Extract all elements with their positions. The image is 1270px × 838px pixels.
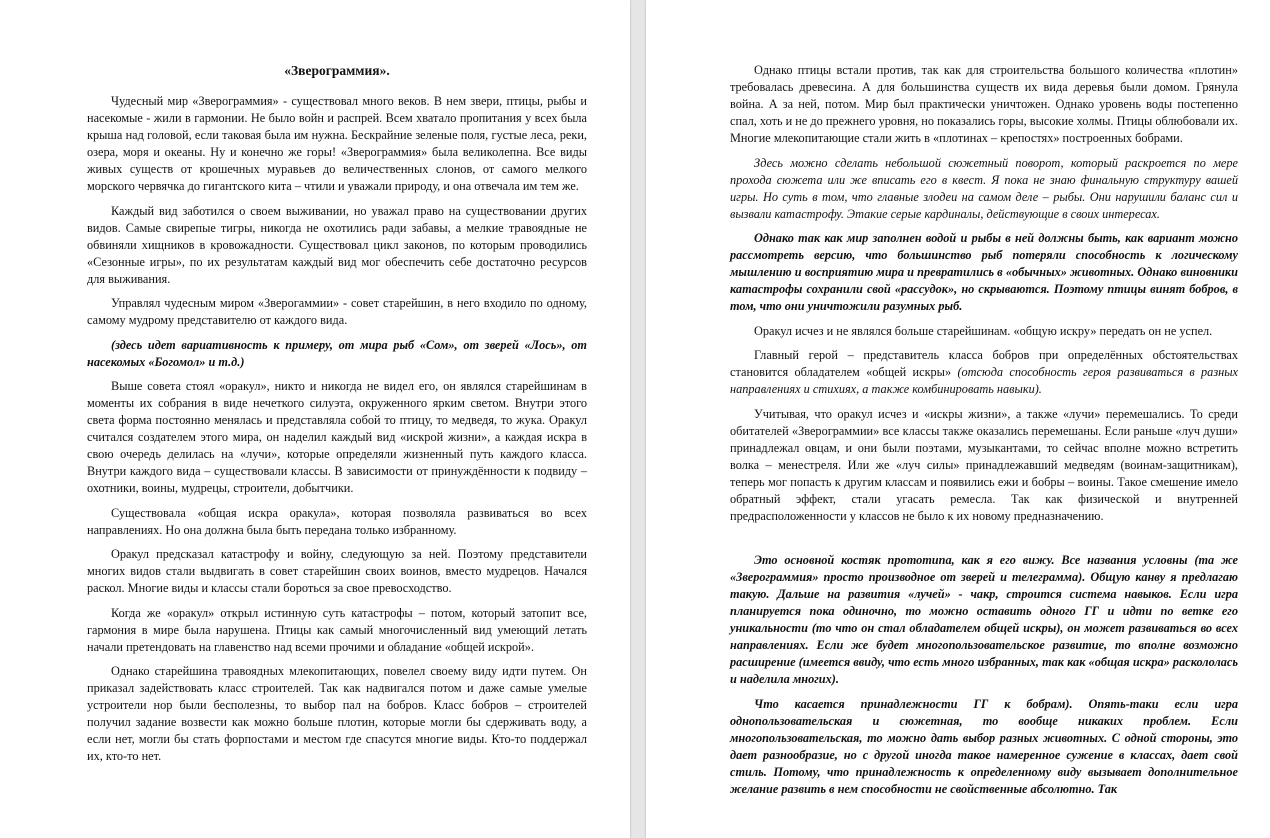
blank-line bbox=[730, 532, 1238, 552]
page-left-content bbox=[87, 62, 587, 773]
paragraph: Однако старейшина травоядных млекопитающих, повелел своему виду идти путем. Он приказал задействовать класс строителей. Так как надвигался потом и даже самые умелые устроители нор были бесполезны, то выбор пал на бобров. Класс бобров – строителей получил задание возвести как можно больше плотин, которые могли бы сдерживать воду, а если нет, могли бы стать форпостами и местом где спасутся многие виды. Кто-то поддержал их, кто-то нет. bbox=[87, 664, 587, 763]
document-title: «Зверограммия». bbox=[284, 63, 390, 78]
document-page-right[interactable] bbox=[646, 0, 1270, 838]
paragraph-note: Здесь можно сделать небольшой сюжетный поворот, который раскроется по мере прохода сюжета или же вписать его в квест. Я пока не знаю финальную структуру вашей игры. Но суть в том, что главные злодеи на самом деле – рыбы. Они нарушили баланс сил и вызвали катастрофу. Этакие серые кардиналы, действующие в своих интересах. bbox=[730, 155, 1238, 221]
paragraph-main: Главный герой – представитель класса бобров при определённых обстоятельствах становится обладателем «общей искры» bbox=[730, 348, 1238, 379]
paragraph: Оракул предсказал катастрофу и войну, следующую за ней. Поэтому представители многих видов стали выдвигать в совет старейшин своих воинов, вместо мудрецов. Начался раскол. Многие виды и классы стали бороться за свое превосходство. bbox=[87, 547, 587, 595]
paragraph: Учитывая, что оракул исчез и «искры жизни», а также «лучи» перемешались. То среди обитателей «Зверограммии» все классы также оказались перемешаны. Если раньше «луч души» принадлежал овцам, и они были поэтами, музыкантами, то сейчас вполне можно встретить волка – менестреля. Или же «луч силы» принадлежавший медведям (воинам-защитникам), теперь мог попасть к другим классам и появились ежи и бобры – воины. Такое смешение имело обратный эффект, стали угасать ремесла. Так как физической и внутренней предрасположенности у классов не было к их новому предназначению. bbox=[730, 406, 1238, 523]
paragraph: Оракул исчез и не являлся больше старейшинам. «общую искру» передать он не успел. bbox=[754, 323, 1213, 338]
paragraph: Выше совета стоял «оракул», никто и никогда не видел его, он являлся старейшинам в моменты их собрания в виде нечеткого силуэта, окруженного ярким светом. Внутри этого света форма постоянно менялась и представляла собой то птицу, то медведя, то жука. Оракул считался создателем этого мира, он наделил каждый вид «искрой жизни», а каждая искра в свою очередь делилась на «лучи», которые определяли жизненный путь каждого класса. Внутри каждого вида – существовали классы. В зависимости от принуждённости к подвиду – охотники, воины, мудрецы, строители, добытчики. bbox=[87, 379, 587, 495]
paragraph-aside: (отсюда способность героя развиваться в разных направлениях и стихиях, а также комбинировать навыки). bbox=[730, 365, 1238, 396]
document-page-left[interactable] bbox=[0, 0, 630, 838]
paragraph: Однако птицы встали против, так как для строительства большого количества «плотин» требовалась древесина. А для большинства существ их вида деревья были домом. Грянула война. А за ней, потом. Мир был практически уничтожен. Однако уровень воды постепенно спал, хоть и не до прежнего уровня, но показались горы, высокие холмы. Птицы облюбовали их. Многие млекопитающие стали жить в «плотинах – крепостях» построенных бобрами. bbox=[730, 63, 1238, 145]
paragraph: Существовала «общая искра оракула», которая позволяла развиваться во всех направлениях. Но она должна была быть передана только избранному. bbox=[87, 505, 587, 537]
paragraph-emphasis: Что касается принадлежности ГГ к бобрам). Опять-таки если игра однопользовательская и сюжетная, то вообще никаких проблем. Если многопользовательская, то можно дать выбор разных животных. С одной стороны, это дает разнообразие, но с другой иногда такое намеренное сужение в классах, дает свой стиль. Потому, что принадлежность к определенному виду вызывает дополнительное желание развить в нем способности не свойственные абсолютно. Так bbox=[730, 696, 1238, 796]
paragraph: Управлял чудесным миром «Зверогаммии» - совет старейшин, в него входило по одному, самому мудрому представителю от каждого вида. bbox=[87, 296, 587, 327]
paragraph: Когда же «оракул» открыл истинную суть катастрофы – потом, который затопит все, гармония в мире была нарушена. Птицы как самый многочисленный вид умеющий летать начали претендовать на главенство над всеми прочими и обладание «общей искрой». bbox=[87, 605, 587, 654]
paragraph: Чудесный мир «Зверограммия» - существовал много веков. В нем звери, птицы, рыбы и насекомые - жили в гармонии. Не было войн и распрей. Всем хватало пропитания у всех была крыша над головой, если таковая была им нужна. Бескрайние зеленые поля, густые леса, реки, озера, моря и океаны. Ну и конечно же горы! «Зверограммия» была великолепна. Все виды живых существ от крошечных муравьев до величественных слонов, от самого мелкого морского червячка до гигантского кита – чтили и уважали природу, и она отвечала им тем же. bbox=[87, 94, 587, 193]
paragraph-emphasis: Однако так как мир заполнен водой и рыбы в ней должны быть, как вариант можно рассмотреть версию, что большинство рыб потеряли способность к логическому мышлению и восприятию мира и превратились в «обычных» животных. Однако виновники катастрофы сохранили свой «рассудок», но скрываются. Поэтому птицы винят бобров, в том, что они уничтожили разумных рыб. bbox=[730, 231, 1238, 313]
paragraph-emphasis: Это основной костяк прототипа, как я его вижу. Все названия условны (та же «Зверограммия» просто производное от зверей и телеграмма). Общую канву я предлагаю такую. Дальше на развития «лучей» - чакр, строится система навыков. Если игра планируется пока одиночно, то можно оставить одного ГГ и идти по ветке его уникальности (то что он стал обладателем общей искры), он может развиваться во всех направлениях. Если же будет многопользовательское развитие, то вполне возможно расширение (имеется ввиду, что есть много избранных, так как «общая искра» раскололась и наделила многих). bbox=[730, 553, 1238, 686]
paragraph bbox=[730, 347, 1238, 398]
paragraph: Каждый вид заботился о своем выживании, но уважал право на существовании других видов. Самые свирепые тигры, никогда не охотились ради забавы, а мелкие травоядные не обвиняли хищников в кровожадности. Существовал цикл законов, по которым проводились «Сезонные игры», по их результатам каждый вид мог обеспечить себе достаточно ресурсов для выживания. bbox=[87, 203, 587, 286]
page-right-content bbox=[730, 62, 1238, 805]
paragraph-note: (здесь идет вариативность к примеру, от мира рыб «Сом», от зверей «Лось», от насекомых «Богомол» и т.д.) bbox=[87, 337, 587, 369]
